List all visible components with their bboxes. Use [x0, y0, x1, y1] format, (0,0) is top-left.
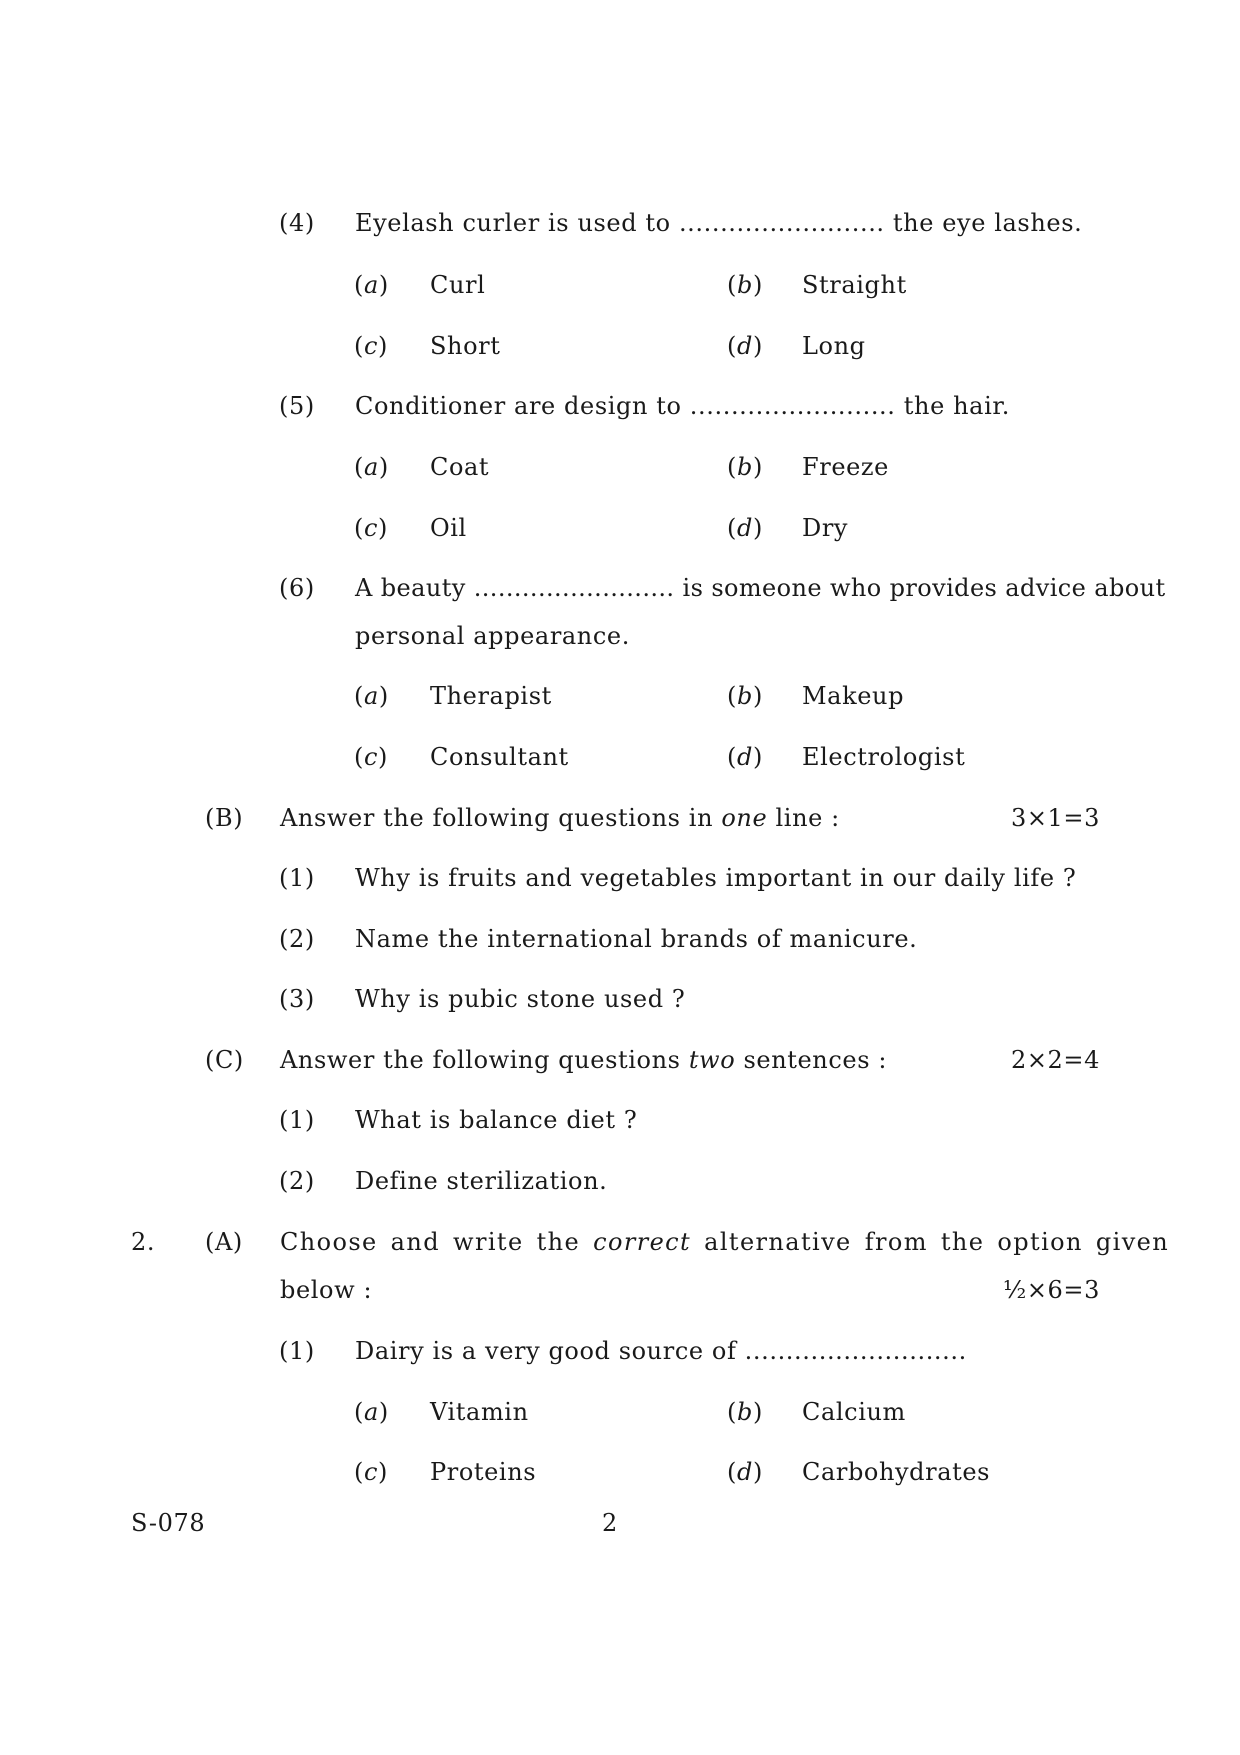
option-text-a: Therapist: [430, 682, 552, 710]
option-text-d: Dry: [802, 514, 849, 542]
option-label-a: (a): [354, 453, 389, 481]
paper-code: S-078: [131, 1509, 206, 1537]
section-marks: ½×6=3: [1002, 1276, 1100, 1304]
option-label-d: (d): [727, 332, 763, 360]
instruction-emphasis: correct: [593, 1228, 692, 1256]
question-text: Why is pubic stone used ?: [355, 985, 686, 1013]
question-number: (4): [279, 209, 315, 237]
option-text-c: Oil: [430, 514, 467, 542]
option-label-d: (d): [727, 1458, 763, 1486]
option-text-a: Coat: [430, 453, 490, 481]
answer-blank: ...........................: [744, 1337, 967, 1365]
question-text-line2: personal appearance.: [355, 622, 630, 650]
question-number: (3): [279, 985, 315, 1013]
question-text-after: the eye lashes.: [892, 209, 1083, 237]
question-number: (6): [279, 574, 315, 602]
option-label-b: (b): [727, 453, 763, 481]
page-number: 2: [602, 1509, 618, 1537]
question-text-before: Eyelash curler is used to: [355, 209, 671, 237]
option-text-d: Electrologist: [802, 743, 966, 771]
option-text-b: Calcium: [802, 1398, 906, 1426]
option-label-b: (b): [727, 271, 763, 299]
option-label-c: (c): [354, 1458, 388, 1486]
option-label-c: (c): [354, 743, 388, 771]
answer-blank: .........................: [473, 574, 675, 602]
question-number: (2): [279, 1167, 315, 1195]
question-text: [355, 391, 1010, 421]
section-instruction-line2: below :: [280, 1276, 373, 1304]
section-label: (C): [205, 1046, 244, 1074]
option-label-d: (d): [727, 514, 763, 542]
instruction-emphasis: one: [721, 804, 768, 832]
main-question-number: 2.: [131, 1228, 156, 1256]
question-text-after: the hair.: [903, 392, 1011, 420]
instruction-emphasis: two: [688, 1046, 736, 1074]
option-text-b: Freeze: [802, 453, 889, 481]
question-text-before: A beauty: [355, 574, 466, 602]
option-label-a: (a): [354, 1398, 389, 1426]
question-text: [355, 573, 1166, 603]
option-label-c: (c): [354, 514, 388, 542]
section-marks: 2×2=4: [1010, 1046, 1100, 1074]
option-label-b: (b): [727, 1398, 763, 1426]
question-number: (5): [279, 392, 315, 420]
question-text: Name the international brands of manicure.: [355, 925, 918, 953]
section-label: (A): [205, 1228, 243, 1256]
question-text: Define sterilization.: [355, 1167, 608, 1195]
answer-blank: .........................: [678, 209, 885, 237]
question-number: (2): [279, 925, 315, 953]
question-number: (1): [279, 1337, 315, 1365]
answer-blank: .........................: [689, 392, 896, 420]
question-number: (1): [279, 864, 315, 892]
section-instruction: Answer the following questions two sentences :: [280, 1046, 888, 1074]
question-text-after: is someone who provides advice about: [682, 574, 1166, 602]
option-text-c: Proteins: [430, 1458, 537, 1486]
option-text-a: Curl: [430, 271, 486, 299]
section-marks: 3×1=3: [1010, 804, 1100, 832]
option-text-b: Makeup: [802, 682, 905, 710]
question-text-before: Conditioner are design to: [355, 392, 682, 420]
option-label-d: (d): [727, 743, 763, 771]
question-text-before: Dairy is a very good source of: [355, 1337, 737, 1365]
option-text-d: Carbohydrates: [802, 1458, 991, 1486]
option-label-b: (b): [727, 682, 763, 710]
option-label-a: (a): [354, 271, 389, 299]
section-instruction: Choose and write the correct alternative from the option given: [280, 1228, 1170, 1256]
question-text: What is balance diet ?: [355, 1106, 638, 1134]
option-text-d: Long: [802, 332, 866, 360]
section-instruction: Answer the following questions in one line :: [280, 804, 840, 832]
option-text-c: Consultant: [430, 743, 569, 771]
section-label: (B): [205, 804, 244, 832]
option-label-a: (a): [354, 682, 389, 710]
question-text: [355, 1336, 967, 1366]
question-number: (1): [279, 1106, 315, 1134]
option-text-a: Vitamin: [430, 1398, 529, 1426]
option-label-c: (c): [354, 332, 388, 360]
option-text-c: Short: [430, 332, 501, 360]
option-text-b: Straight: [802, 271, 907, 299]
question-text: Why is fruits and vegetables important in our daily life ?: [355, 864, 1077, 892]
question-text: [355, 208, 1082, 238]
